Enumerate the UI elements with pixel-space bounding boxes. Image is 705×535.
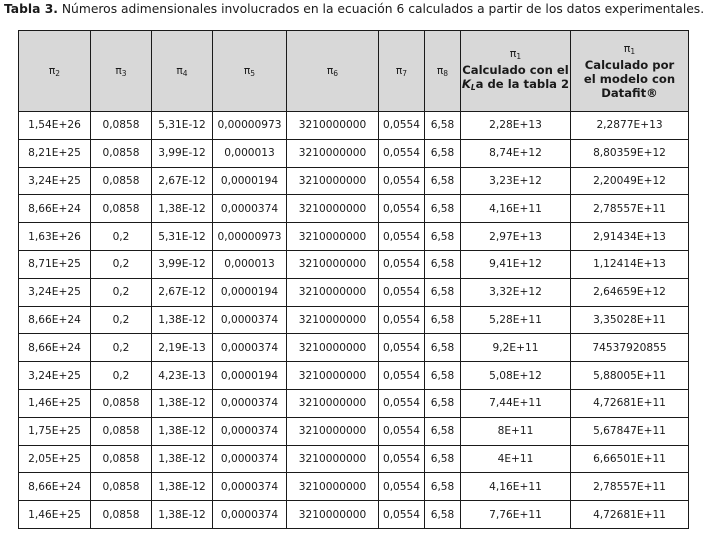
table-cell: 0,0858 [91,139,152,167]
table-cell: 5,67847E+11 [571,417,689,445]
table-cell: 2,64659E+12 [571,278,689,306]
table-cell: 6,66501E+11 [571,445,689,473]
table-cell: 0,0858 [91,417,152,445]
table-cell: 3210000000 [287,250,379,278]
table-cell: 4,23E-13 [152,362,213,390]
table-cell: 0,0000374 [213,334,287,362]
table-row [19,501,689,529]
table-cell: 6,58 [425,334,461,362]
table-cell: 0,0554 [379,139,425,167]
table-cell: 9,2E+11 [461,334,571,362]
table-cell: 1,38E-12 [152,417,213,445]
table-row [19,223,689,251]
table-cell: 4,72681E+11 [571,501,689,529]
table-cell: 6,58 [425,223,461,251]
caption-text: Números adimensionales involucrados en la ecuación 6 calculados a partir de los datos experimentales. [57,2,705,16]
table-cell: 3,24E+25 [19,167,91,195]
table-cell: 2,91434E+13 [571,223,689,251]
table-cell: 0,0000194 [213,167,287,195]
table-cell: 3210000000 [287,334,379,362]
table-cell: 2,05E+25 [19,445,91,473]
table-cell: 3210000000 [287,278,379,306]
table-cell: 0,0000374 [213,417,287,445]
table-cell: 0,0000374 [213,195,287,223]
table-body [19,112,689,529]
table-cell: 0,0554 [379,278,425,306]
table-cell: 0,0858 [91,112,152,140]
table-cell: 0,0858 [91,167,152,195]
header-pi1-datafit-model: $\pi_1$ Calculado por el modelo con Datafit® [571,31,689,112]
table-cell: 4E+11 [461,445,571,473]
table-cell: 7,44E+11 [461,389,571,417]
table-cell: 5,31E-12 [152,223,213,251]
table-cell: 6,58 [425,139,461,167]
table-cell: 5,28E+11 [461,306,571,334]
table-cell: 3210000000 [287,306,379,334]
table-cell: 8E+11 [461,417,571,445]
table-row [19,139,689,167]
table-cell: 0,2 [91,334,152,362]
table-cell: 74537920855 [571,334,689,362]
table-cell: 6,58 [425,250,461,278]
table-cell: 3,24E+25 [19,278,91,306]
table-cell: 3,35028E+11 [571,306,689,334]
table-cell: 0,0554 [379,501,425,529]
header-pi5: $\pi_5$ [213,31,287,112]
table-cell: 1,46E+25 [19,389,91,417]
table-cell: 4,16E+11 [461,473,571,501]
table-cell: 3,99E-12 [152,139,213,167]
table-cell: 0,0000374 [213,501,287,529]
table-cell: 5,08E+12 [461,362,571,390]
table-cell: 0,0554 [379,167,425,195]
table-cell: 3210000000 [287,167,379,195]
table-row [19,112,689,140]
table-cell: 1,38E-12 [152,501,213,529]
table-cell: 6,58 [425,167,461,195]
table-cell: 2,78557E+11 [571,195,689,223]
table-cell: 6,58 [425,445,461,473]
table-cell: 0,0000374 [213,389,287,417]
table-cell: 3210000000 [287,445,379,473]
table-cell: 0,0554 [379,250,425,278]
table-cell: 0,0554 [379,417,425,445]
table-cell: 0,2 [91,362,152,390]
table-cell: 8,21E+25 [19,139,91,167]
table-cell: 2,97E+13 [461,223,571,251]
table-cell: 6,58 [425,112,461,140]
table-cell: 7,76E+11 [461,501,571,529]
table-cell: 0,0858 [91,389,152,417]
table-cell: 6,58 [425,195,461,223]
table-cell: 0,0000194 [213,362,287,390]
table-cell: 0,0000374 [213,306,287,334]
table-cell: 0,0554 [379,389,425,417]
header-pi4: $\pi_4$ [152,31,213,112]
table-row [19,250,689,278]
table-cell: 3210000000 [287,473,379,501]
table-cell: 6,58 [425,362,461,390]
table-cell: 0,2 [91,223,152,251]
table-row [19,195,689,223]
table-cell: 2,78557E+11 [571,473,689,501]
table-row [19,278,689,306]
table-cell: 8,66E+24 [19,473,91,501]
table-cell: 1,75E+25 [19,417,91,445]
header-pi3: $\pi_3$ [91,31,152,112]
table-cell: 6,58 [425,389,461,417]
table-cell: 1,12414E+13 [571,250,689,278]
table-cell: 0,2 [91,250,152,278]
results-table [18,30,689,529]
header-row [19,31,689,112]
table-cell: 2,67E-12 [152,278,213,306]
caption-label: Tabla 3. [4,2,58,16]
header-pi7: $\pi_7$ [379,31,425,112]
table-cell: 3210000000 [287,501,379,529]
table-caption [4,2,704,16]
table-cell: 5,88005E+11 [571,362,689,390]
table-cell: 8,74E+12 [461,139,571,167]
table-cell: 0,0554 [379,334,425,362]
table-cell: 2,2877E+13 [571,112,689,140]
table-cell: 1,38E-12 [152,473,213,501]
table-cell: 0,0554 [379,112,425,140]
table-cell: 2,67E-12 [152,167,213,195]
table-cell: 3210000000 [287,389,379,417]
table-cell: 3210000000 [287,195,379,223]
table-cell: 8,66E+24 [19,195,91,223]
table-cell: 0,000013 [213,250,287,278]
table-cell: 1,38E-12 [152,389,213,417]
header-pi6: $\pi_6$ [287,31,379,112]
table-cell: 6,58 [425,501,461,529]
table-cell: 3,23E+12 [461,167,571,195]
table-cell: 3210000000 [287,417,379,445]
table-row [19,445,689,473]
table-cell: 0,0858 [91,445,152,473]
table-cell: 0,00000973 [213,223,287,251]
table-cell: 0,2 [91,278,152,306]
header-pi8: $\pi_8$ [425,31,461,112]
table-row [19,167,689,195]
table-cell: 0,00000973 [213,112,287,140]
table-cell: 3210000000 [287,362,379,390]
table-cell: 4,16E+11 [461,195,571,223]
table-cell: 8,66E+24 [19,334,91,362]
table-cell: 3210000000 [287,223,379,251]
table-cell: 8,80359E+12 [571,139,689,167]
table-cell: 0,2 [91,306,152,334]
table-cell: 0,0554 [379,473,425,501]
table-cell: 0,0000374 [213,473,287,501]
table-cell: 0,0554 [379,195,425,223]
table-cell: 2,20049E+12 [571,167,689,195]
table-cell: 9,41E+12 [461,250,571,278]
table-cell: 0,0554 [379,223,425,251]
header-pi2: $\pi_2$ [19,31,91,112]
table-cell: 2,19E-13 [152,334,213,362]
table-cell: 0,0554 [379,306,425,334]
table-row [19,362,689,390]
table-cell: 3,99E-12 [152,250,213,278]
table-cell: 0,0858 [91,473,152,501]
table-cell: 4,72681E+11 [571,389,689,417]
table-cell: 3210000000 [287,112,379,140]
table-cell: 3,32E+12 [461,278,571,306]
table-cell: 3,24E+25 [19,362,91,390]
table-cell: 8,71E+25 [19,250,91,278]
table-cell: 0,000013 [213,139,287,167]
table-cell: 0,0858 [91,501,152,529]
table-cell: 6,58 [425,417,461,445]
table-row [19,389,689,417]
table-cell: 0,0554 [379,445,425,473]
table-cell: 0,0000374 [213,445,287,473]
table-cell: 1,46E+25 [19,501,91,529]
table-cell: 6,58 [425,278,461,306]
table-cell: 0,0554 [379,362,425,390]
table-cell: 2,28E+13 [461,112,571,140]
table-row [19,334,689,362]
table-cell: 1,54E+26 [19,112,91,140]
table-row [19,306,689,334]
header-pi1-calculated-table2: $\pi_1$ Calculado con el $K_La$ de la tabla 2 [461,31,571,112]
table-row [19,417,689,445]
table-cell: 6,58 [425,473,461,501]
table-cell: 0,0000194 [213,278,287,306]
table-cell: 1,38E-12 [152,306,213,334]
table-cell: 3210000000 [287,139,379,167]
table-cell: 6,58 [425,306,461,334]
table-cell: 1,63E+26 [19,223,91,251]
table-cell: 1,38E-12 [152,445,213,473]
table-cell: 0,0858 [91,195,152,223]
table-cell: 8,66E+24 [19,306,91,334]
table-cell: 1,38E-12 [152,195,213,223]
table-row [19,473,689,501]
table-cell: 5,31E-12 [152,112,213,140]
